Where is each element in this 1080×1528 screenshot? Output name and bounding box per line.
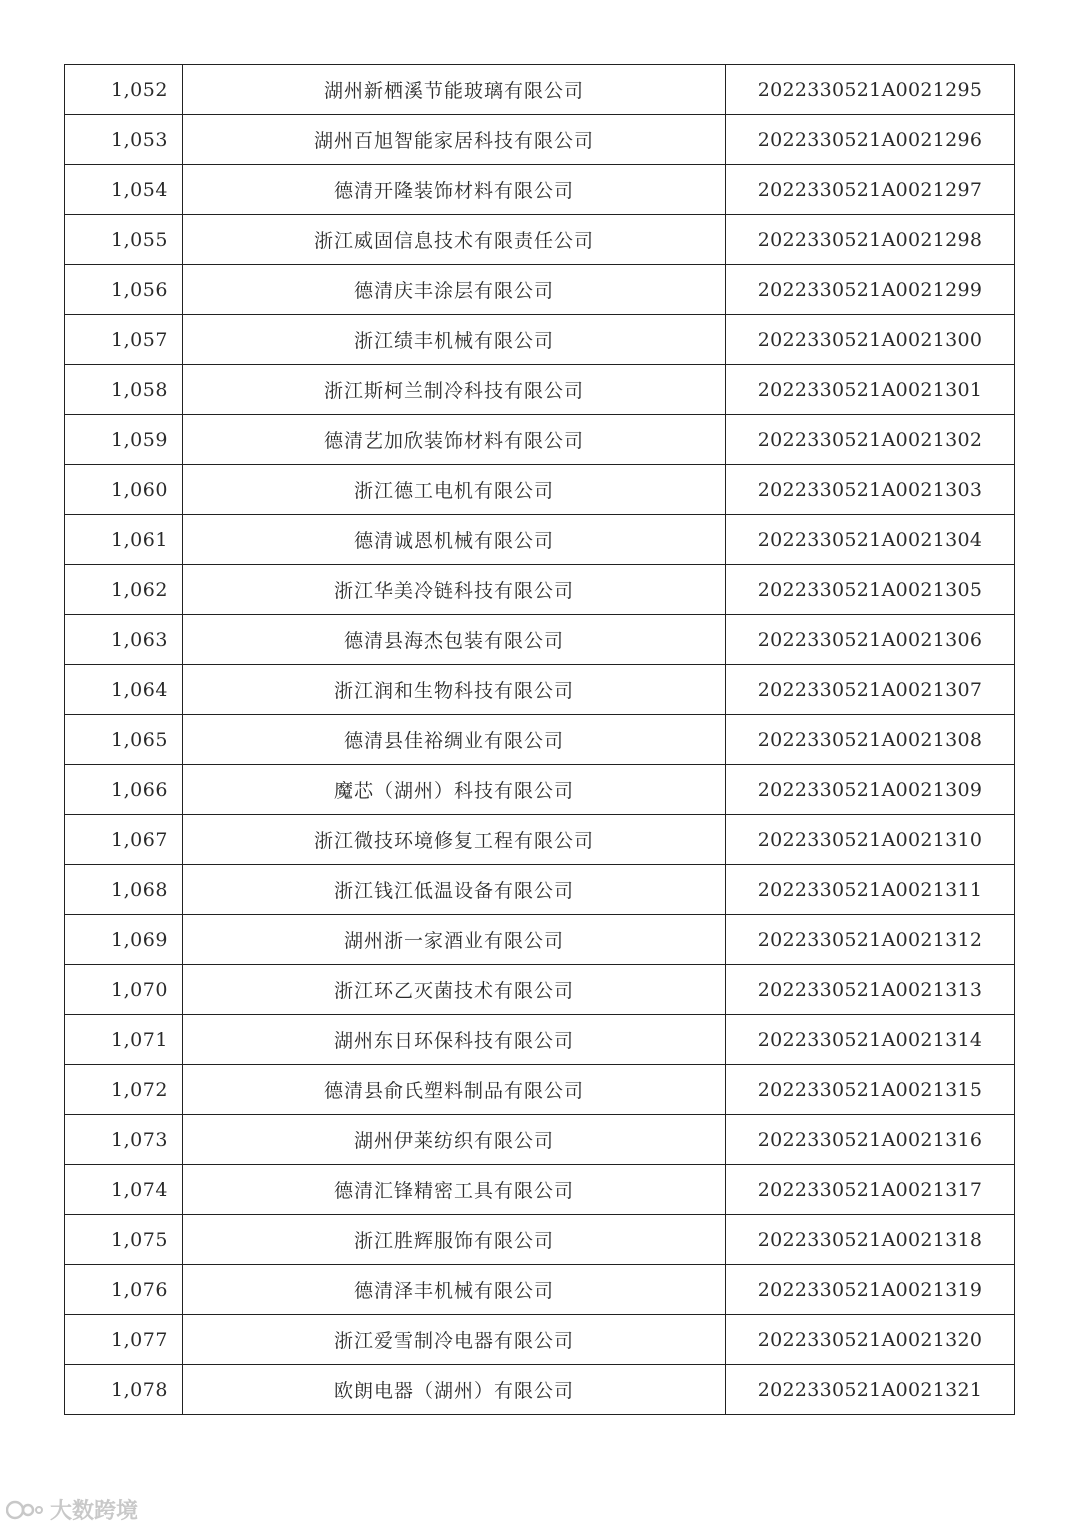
company-name: 浙江微技环境修复工程有限公司 <box>183 815 726 865</box>
company-name: 德清汇锋精密工具有限公司 <box>183 1165 726 1215</box>
table-row <box>65 1365 1015 1415</box>
company-name: 浙江绩丰机械有限公司 <box>183 315 726 365</box>
registration-code: 2022330521A0021312 <box>726 915 1015 965</box>
table-row <box>65 315 1015 365</box>
table-row <box>65 1315 1015 1365</box>
company-name: 浙江爱雪制冷电器有限公司 <box>183 1315 726 1365</box>
registration-code: 2022330521A0021310 <box>726 815 1015 865</box>
row-number: 1,052 <box>65 65 183 115</box>
company-name: 湖州东日环保科技有限公司 <box>183 1015 726 1065</box>
company-name: 浙江润和生物科技有限公司 <box>183 665 726 715</box>
row-number: 1,066 <box>65 765 183 815</box>
company-name: 湖州伊莱纺织有限公司 <box>183 1115 726 1165</box>
row-number: 1,075 <box>65 1215 183 1265</box>
registration-code: 2022330521A0021296 <box>726 115 1015 165</box>
company-name: 湖州新栖溪节能玻璃有限公司 <box>183 65 726 115</box>
table-body <box>65 65 1015 1415</box>
registration-code: 2022330521A0021311 <box>726 865 1015 915</box>
row-number: 1,062 <box>65 565 183 615</box>
registration-code: 2022330521A0021297 <box>726 165 1015 215</box>
registration-code: 2022330521A0021300 <box>726 315 1015 365</box>
table-row <box>65 715 1015 765</box>
registration-code: 2022330521A0021314 <box>726 1015 1015 1065</box>
row-number: 1,071 <box>65 1015 183 1065</box>
registration-code: 2022330521A0021298 <box>726 215 1015 265</box>
registration-code: 2022330521A0021301 <box>726 365 1015 415</box>
registration-code: 2022330521A0021320 <box>726 1315 1015 1365</box>
registration-code: 2022330521A0021318 <box>726 1215 1015 1265</box>
table-row <box>65 265 1015 315</box>
company-name: 德清庆丰涂层有限公司 <box>183 265 726 315</box>
row-number: 1,053 <box>65 115 183 165</box>
row-number: 1,073 <box>65 1115 183 1165</box>
registration-code: 2022330521A0021305 <box>726 565 1015 615</box>
table-row <box>65 665 1015 715</box>
registration-code: 2022330521A0021303 <box>726 465 1015 515</box>
table-row <box>65 1265 1015 1315</box>
company-name: 德清泽丰机械有限公司 <box>183 1265 726 1315</box>
company-name: 浙江德工电机有限公司 <box>183 465 726 515</box>
company-name: 浙江钱江低温设备有限公司 <box>183 865 726 915</box>
table-row <box>65 1015 1015 1065</box>
table-row <box>65 1215 1015 1265</box>
table-row <box>65 915 1015 965</box>
company-name: 魔芯（湖州）科技有限公司 <box>183 765 726 815</box>
table-row <box>65 515 1015 565</box>
table-row <box>65 65 1015 115</box>
row-number: 1,058 <box>65 365 183 415</box>
company-name: 德清县俞氏塑料制品有限公司 <box>183 1065 726 1115</box>
company-name: 浙江环乙灭菌技术有限公司 <box>183 965 726 1015</box>
table-row <box>65 215 1015 265</box>
registration-code: 2022330521A0021306 <box>726 615 1015 665</box>
registration-code: 2022330521A0021304 <box>726 515 1015 565</box>
registration-code: 2022330521A0021295 <box>726 65 1015 115</box>
registration-code: 2022330521A0021321 <box>726 1365 1015 1415</box>
table-row <box>65 1065 1015 1115</box>
row-number: 1,063 <box>65 615 183 665</box>
registration-code: 2022330521A0021308 <box>726 715 1015 765</box>
company-name: 湖州浙一家酒业有限公司 <box>183 915 726 965</box>
row-number: 1,076 <box>65 1265 183 1315</box>
table-row <box>65 365 1015 415</box>
table-row <box>65 165 1015 215</box>
table-row <box>65 865 1015 915</box>
row-number: 1,068 <box>65 865 183 915</box>
company-name: 浙江威固信息技术有限责任公司 <box>183 215 726 265</box>
registration-code: 2022330521A0021315 <box>726 1065 1015 1115</box>
row-number: 1,056 <box>65 265 183 315</box>
row-number: 1,078 <box>65 1365 183 1415</box>
watermark-text: 大数跨境 <box>50 1499 139 1524</box>
company-name: 德清诚恩机械有限公司 <box>183 515 726 565</box>
company-name: 湖州百旭智能家居科技有限公司 <box>183 115 726 165</box>
row-number: 1,057 <box>65 315 183 365</box>
company-name: 德清县海杰包装有限公司 <box>183 615 726 665</box>
registration-code: 2022330521A0021316 <box>726 1115 1015 1165</box>
registration-code: 2022330521A0021317 <box>726 1165 1015 1215</box>
company-name: 德清开隆装饰材料有限公司 <box>183 165 726 215</box>
watermark <box>6 1494 138 1525</box>
row-number: 1,064 <box>65 665 183 715</box>
row-number: 1,055 <box>65 215 183 265</box>
registration-code: 2022330521A0021313 <box>726 965 1015 1015</box>
registration-code: 2022330521A0021299 <box>726 265 1015 315</box>
company-name: 浙江斯柯兰制冷科技有限公司 <box>183 365 726 415</box>
registration-code: 2022330521A0021307 <box>726 665 1015 715</box>
row-number: 1,069 <box>65 915 183 965</box>
row-number: 1,077 <box>65 1315 183 1365</box>
registration-code: 2022330521A0021319 <box>726 1265 1015 1315</box>
row-number: 1,070 <box>65 965 183 1015</box>
table-row <box>65 615 1015 665</box>
company-name: 德清县佳裕绸业有限公司 <box>183 715 726 765</box>
company-name: 德清艺加欣装饰材料有限公司 <box>183 415 726 465</box>
table-row <box>65 115 1015 165</box>
company-name: 浙江胜辉服饰有限公司 <box>183 1215 726 1265</box>
company-table <box>64 64 1015 1415</box>
row-number: 1,059 <box>65 415 183 465</box>
table-row <box>65 565 1015 615</box>
row-number: 1,061 <box>65 515 183 565</box>
row-number: 1,060 <box>65 465 183 515</box>
registration-code: 2022330521A0021302 <box>726 415 1015 465</box>
row-number: 1,074 <box>65 1165 183 1215</box>
table-row <box>65 415 1015 465</box>
table-row <box>65 1115 1015 1165</box>
row-number: 1,054 <box>65 165 183 215</box>
row-number: 1,072 <box>65 1065 183 1115</box>
company-name: 浙江华美冷链科技有限公司 <box>183 565 726 615</box>
table-row <box>65 465 1015 515</box>
table-row <box>65 1165 1015 1215</box>
row-number: 1,065 <box>65 715 183 765</box>
table-row <box>65 765 1015 815</box>
row-number: 1,067 <box>65 815 183 865</box>
table-row <box>65 965 1015 1015</box>
company-name: 欧朗电器（湖州）有限公司 <box>183 1365 726 1415</box>
registration-code: 2022330521A0021309 <box>726 765 1015 815</box>
brand-logo-icon <box>6 1498 44 1522</box>
table-row <box>65 815 1015 865</box>
